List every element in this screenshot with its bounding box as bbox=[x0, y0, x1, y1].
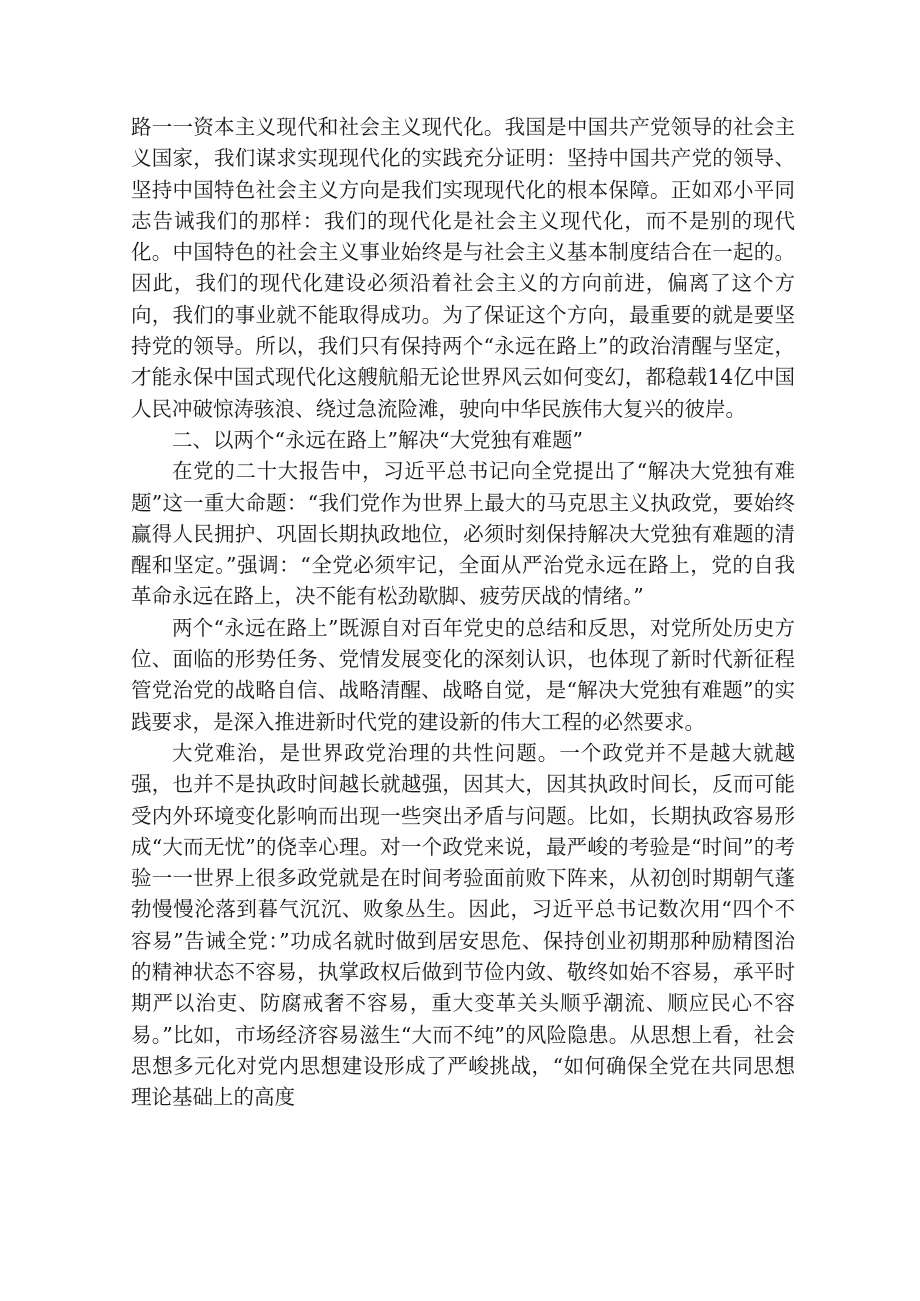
section-heading: 二、以两个“永远在路上”解决“大党独有难题” bbox=[172, 427, 583, 452]
paragraph-3: 在党的二十大报告中，习近平总书记向全党提出了“解决大党独有难题”这一重大命题：“我们党作为世界上最大的马克思主义执政党，要始终赢得人民拥护、巩固长期执政地位，必须时刻保持解决大党独有难题的清醒和坚定。”强调：“全党必须牢记，全面从严治党永远在路上，党的自我革命永远在路上，决不能有松劲歇脚、疲劳厌战的情绪。” bbox=[131, 459, 795, 609]
paragraph-1: 路一一资本主义现代和社会主义现代化。我国是中国共产党领导的社会主义国家，我们谋求实现现代化的实践充分证明：坚持中国共产党的领导、坚持中国特色社会主义方向是我们实现现代化的根本保障。正如邓小平同志告诫我们的那样：我们的现代化是社会主义现代化，而不是别的现代化。中国特色的社会主义事业始终是与社会主义基本制度结合在一起的。因此，我们的现代化建设必须沿着社会主义的方向前进，偏离了这个方向，我们的事业就不能取得成功。为了保证这个方向，最重要的就是要坚持党的领导。所以，我们只有保持两个“永远在路上”的政治清醒与坚定，才能永保中国式现代化这艘航船无论世界风云如何变幻，都稳载14亿中国人民冲破惊涛骇浪、绕过急流险滩，驶向中华民族伟大复兴的彼岸。 bbox=[131, 115, 795, 421]
document-body bbox=[131, 112, 795, 1114]
paragraph-5: 大党难治，是世界政党治理的共性问题。一个政党并不是越大就越强，也并不是执政时间越长就越强，因其大，因其执政时间长，反而可能受内外环境变化影响而出现一些突出矛盾与问题。比如，长期执政容易形成“大而无忧”的侥幸心理。对一个政党来说，最严峻的考验是“时间”的考验一一世界上很多政党就是在时间考验面前败下阵来，从初创时期朝气蓬勃慢慢沦落到暮气沉沉、败象丛生。因此，习近平总书记数次用“四个不容易”告诫全党：”功成名就时做到居安思危、保持创业初期那种励精图治的精神状态不容易，执掌政权后做到节俭内敛、敬终如始不容易，承平时期严以治吏、防腐戒奢不容易，重大变革关头顺乎潮流、顺应民心不容易。”比如，市场经济容易滋生“大而不纯”的风险隐患。从思想上看，社会思想多元化对党内思想建设形成了严峻挑战，“如何确保全党在共同思想理论基础上的高度 bbox=[131, 740, 795, 1110]
paragraph-4: 两个“永远在路上”既源自对百年党史的总结和反思，对党所处历史方位、面临的形势任务、党情发展变化的深刻认识，也体现了新时代新征程管党治党的战略自信、战略清醒、战略自觉，是“解决大党独有难题”的实践要求，是深入推进新时代党的建设新的伟大工程的必然要求。 bbox=[131, 615, 795, 734]
